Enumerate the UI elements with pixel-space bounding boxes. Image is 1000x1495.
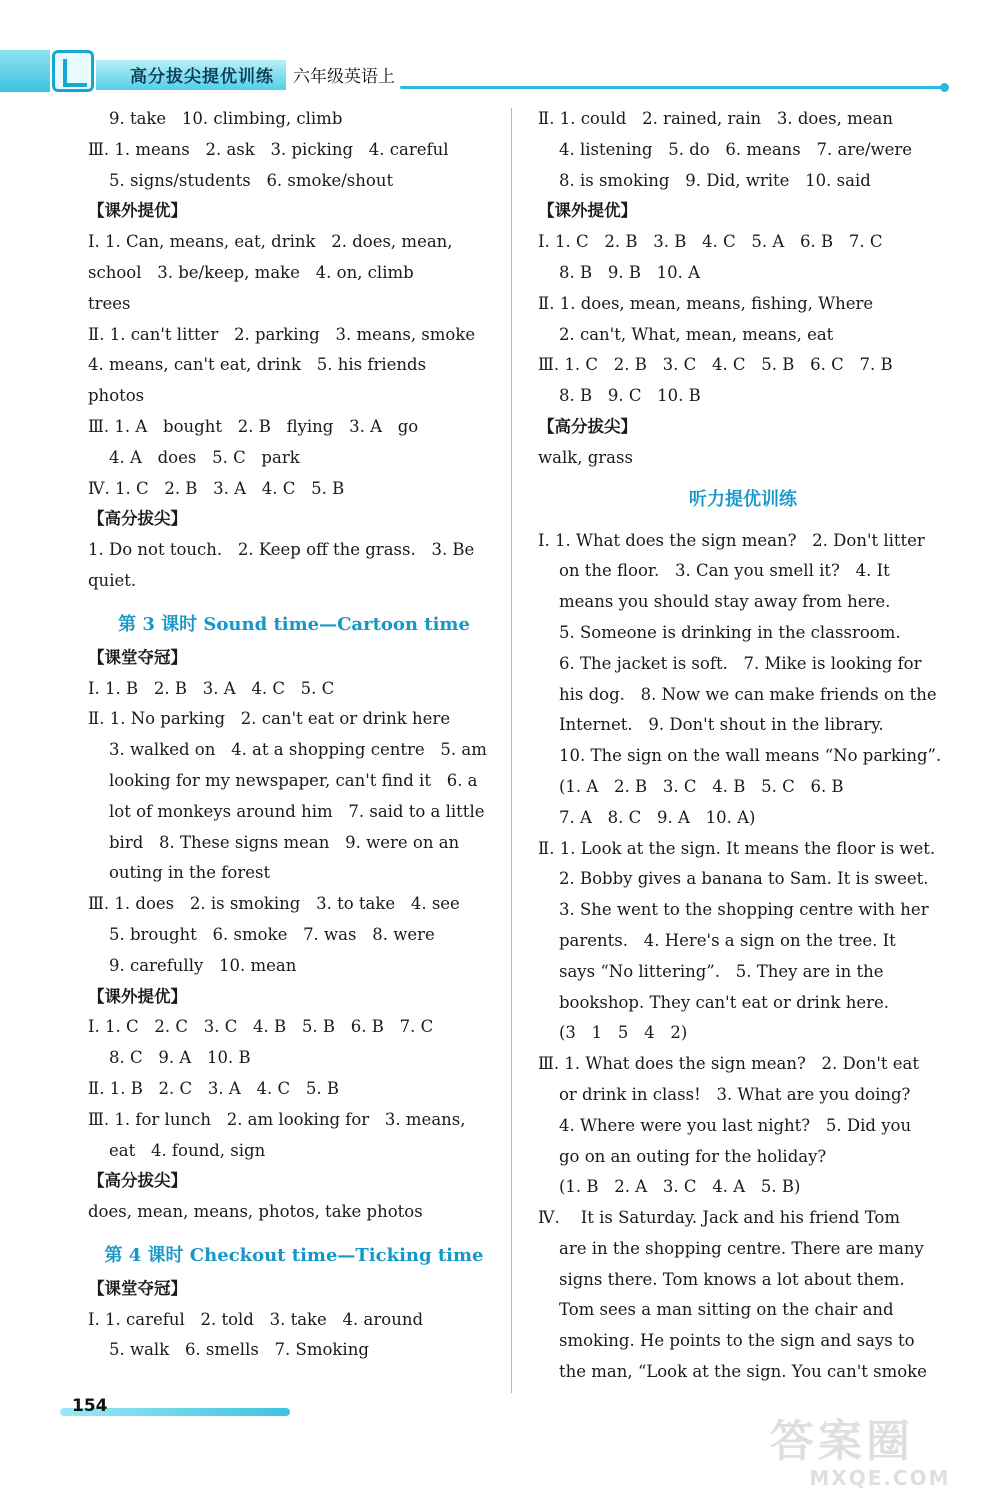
left-answer-line: does, mean, means, photos, take photos — [88, 1202, 423, 1222]
right-answer-line: 2. can't, What, mean, means, eat — [538, 324, 834, 344]
left-answer-line: 5. signs/students 6. smoke/shout — [88, 170, 394, 190]
left-answer-line: bird 8. These signs mean 9. were on an — [88, 832, 460, 852]
column-divider — [511, 108, 512, 1393]
right-answer-line: Tom sees a man sitting on the chair and — [538, 1300, 894, 1320]
left-answer-line: Ⅱ. 1. No parking 2. can't eat or drink here — [88, 709, 451, 729]
left-section-heading: 【课外提优】 — [88, 201, 187, 221]
header-color-bar — [0, 50, 50, 92]
right-answer-line: on the floor. 3. Can you smell it? 4. It — [538, 561, 890, 581]
right-lesson-heading: 听力提优训练 — [689, 488, 797, 510]
left-answer-line: 1. Do not touch. 2. Keep off the grass. 3. Be — [88, 540, 475, 560]
left-answer-line: lot of monkeys around him 7. said to a little — [88, 801, 485, 821]
watermark-url: MXQE.COM — [809, 1466, 951, 1490]
left-answer-line: looking for my newspaper, can't find it 6. a — [88, 770, 478, 790]
left-answer-line: Ⅱ. 1. B 2. C 3. A 4. C 5. B — [88, 1078, 339, 1098]
book-logo-icon — [52, 50, 94, 92]
right-answer-line: are in the shopping centre. There are many — [538, 1238, 924, 1258]
left-answer-line: outing in the forest — [88, 863, 271, 883]
right-answer-line: smoking. He points to the sign and says to — [538, 1331, 915, 1351]
right-answer-line: 10. The sign on the wall means “No parking”. — [538, 746, 942, 766]
left-answer-line: Ⅰ. 1. Can, means, eat, drink 2. does, mean, — [88, 232, 453, 252]
left-answer-line: 4. A does 5. C park — [88, 447, 300, 467]
header-rule-dot — [940, 83, 949, 92]
header-rule — [400, 86, 945, 89]
left-answer-line: 9. carefully 10. mean — [88, 955, 297, 975]
right-answer-line: Ⅰ. 1. What does the sign mean? 2. Don't litter — [538, 530, 925, 550]
right-answer-line: means you should stay away from here. — [538, 592, 891, 612]
right-answer-line: or drink in class! 3. What are you doing? — [538, 1084, 911, 1104]
left-answer-line: 5. walk 6. smells 7. Smoking — [88, 1340, 369, 1360]
left-answer-line: Ⅰ. 1. careful 2. told 3. take 4. around — [88, 1309, 424, 1329]
left-answer-line: 5. brought 6. smoke 7. was 8. were — [88, 924, 435, 944]
right-answer-line: his dog. 8. Now we can make friends on the — [538, 684, 937, 704]
left-answer-line: Ⅰ. 1. B 2. B 3. A 4. C 5. C — [88, 678, 335, 698]
right-answer-line: the man, “Look at the sign. You can't smoke — [538, 1362, 927, 1382]
left-lesson-heading: 第 3 课时 Sound time—Cartoon time — [118, 613, 470, 635]
left-answer-line: quiet. — [88, 570, 137, 590]
left-answer-line: photos — [88, 386, 145, 406]
right-answer-line: 6. The jacket is soft. 7. Mike is looking for — [538, 653, 922, 673]
right-answer-line: (1. A 2. B 3. C 4. B 5. C 6. B — [538, 776, 844, 796]
right-answer-line: 8. is smoking 9. Did, write 10. said — [538, 170, 871, 190]
left-answer-line: school 3. be/keep, make 4. on, climb — [88, 262, 414, 282]
left-lesson-heading: 第 4 课时 Checkout time—Ticking time — [104, 1244, 484, 1266]
right-answer-line: 4. Where were you last night? 5. Did you — [538, 1115, 912, 1135]
right-answer-line: Ⅱ. 1. Look at the sign. It means the floor is wet. — [538, 838, 936, 858]
right-answer-line: go on an outing for the holiday? — [538, 1146, 827, 1166]
right-answer-line: Ⅲ. 1. C 2. B 3. C 4. C 5. B 6. C 7. B — [538, 355, 893, 375]
right-answer-line: 2. Bobby gives a banana to Sam. It is sweet. — [538, 869, 929, 889]
right-answer-line: Ⅱ. 1. could 2. rained, rain 3. does, mean — [538, 109, 893, 128]
left-answer-line: 4. means, can't eat, drink 5. his friends — [88, 355, 427, 375]
right-answer-line: 8. B 9. C 10. B — [538, 386, 701, 406]
left-answer-line: Ⅰ. 1. C 2. C 3. C 4. B 5. B 6. B 7. C — [88, 1017, 434, 1037]
right-answer-line: 3. She went to the shopping centre with her — [538, 900, 929, 920]
left-section-heading: 【课堂夺冠】 — [88, 647, 187, 667]
left-column — [88, 104, 500, 1366]
left-answer-line: eat 4. found, sign — [88, 1140, 266, 1160]
right-answer-line: Ⅱ. 1. does, mean, means, fishing, Where — [538, 293, 874, 313]
header-subtitle: 六年级英语上 — [293, 67, 395, 87]
left-section-heading: 【高分拔尖】 — [88, 1171, 187, 1191]
left-answer-line: Ⅳ. 1. C 2. B 3. A 4. C 5. B — [88, 478, 345, 498]
right-answer-line: Internet. 9. Don't shout in the library. — [538, 715, 884, 735]
page-number: 154 — [72, 1396, 108, 1416]
left-answer-line: Ⅲ. 1. A bought 2. B flying 3. A go — [88, 416, 419, 436]
left-answer-line: Ⅱ. 1. can't litter 2. parking 3. means, smoke — [88, 324, 476, 344]
right-answer-line: Ⅲ. 1. What does the sign mean? 2. Don't eat — [538, 1054, 919, 1074]
right-answer-line: 5. Someone is drinking in the classroom. — [538, 622, 901, 642]
right-column — [538, 104, 948, 1388]
left-answer-line: 9. take 10. climbing, climb — [88, 109, 343, 128]
right-answer-line: Ⅰ. 1. C 2. B 3. B 4. C 5. A 6. B 7. C — [538, 232, 883, 252]
right-answer-line: Ⅳ. It is Saturday. Jack and his friend Tom — [538, 1208, 900, 1228]
right-answer-line: 4. listening 5. do 6. means 7. are/were — [538, 139, 913, 159]
right-answer-line: 8. B 9. B 10. A — [538, 262, 701, 282]
right-answer-line: parents. 4. Here's a sign on the tree. It — [538, 930, 896, 950]
left-answer-line: 3. walked on 4. at a shopping centre 5. am — [88, 740, 487, 760]
page-header — [0, 40, 1000, 110]
right-answer-line: signs there. Tom knows a lot about them. — [538, 1269, 905, 1289]
right-section-heading: 【课外提优】 — [538, 201, 637, 221]
watermark-logo — [770, 1418, 990, 1488]
right-answer-line: (1. B 2. A 3. C 4. A 5. B) — [538, 1177, 801, 1197]
left-answer-line: trees — [88, 293, 131, 313]
right-section-heading: 【高分拔尖】 — [538, 416, 637, 436]
right-answer-line: bookshop. They can't eat or drink here. — [538, 992, 889, 1012]
left-answer-line: 8. C 9. A 10. B — [88, 1048, 251, 1068]
left-section-heading: 【课外提优】 — [88, 986, 187, 1006]
header-title: 高分拔尖提优训练 — [130, 67, 274, 87]
right-answer-line: says “No littering”. 5. They are in the — [538, 961, 884, 981]
watermark-main: 答案圈 — [770, 1416, 914, 1467]
left-section-heading: 【课堂夺冠】 — [88, 1278, 187, 1298]
right-answer-line: (3 1 5 4 2) — [538, 1023, 688, 1043]
left-section-heading: 【高分拔尖】 — [88, 509, 187, 529]
left-answer-line: Ⅲ. 1. means 2. ask 3. picking 4. careful — [88, 139, 449, 159]
right-answer-line: walk, grass — [538, 447, 633, 467]
left-answer-line: Ⅲ. 1. for lunch 2. am looking for 3. means, — [88, 1109, 466, 1129]
right-answer-line: 7. A 8. C 9. A 10. A) — [538, 807, 756, 827]
left-answer-line: Ⅲ. 1. does 2. is smoking 3. to take 4. see — [88, 894, 460, 914]
